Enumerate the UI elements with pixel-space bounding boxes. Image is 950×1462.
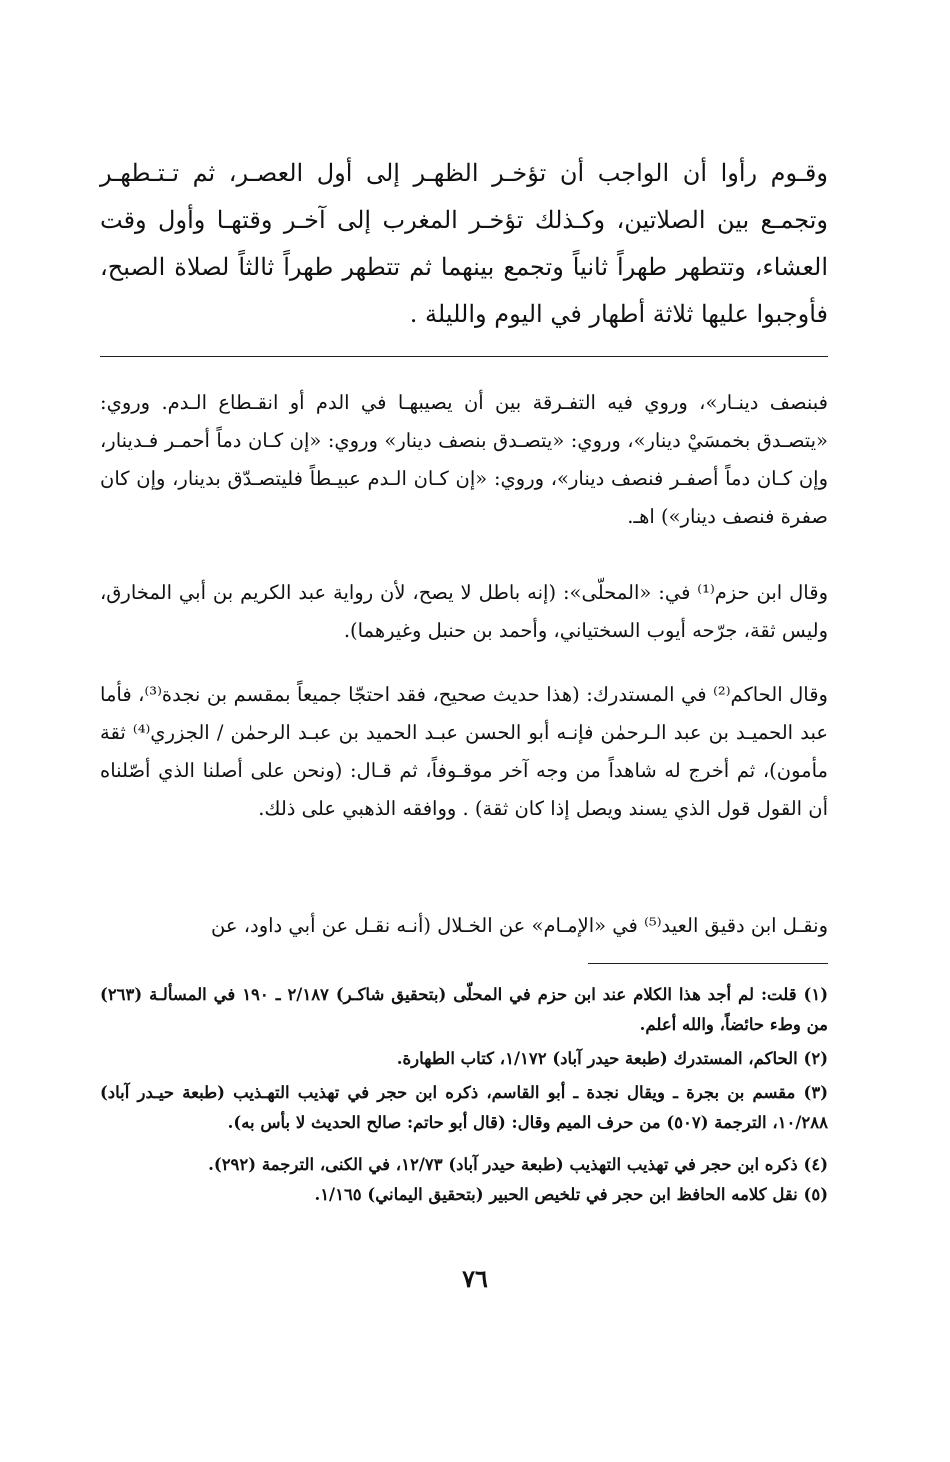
footnote-separator-line bbox=[588, 963, 828, 964]
main-text-paragraph: وقـوم رأوا أن الواجب أن تؤخـر الظهـر إلى أول العصـر، ثم تـتـطهـر وتجمـع بين الصلاتين، وكـذلك تؤخـر المغرب إلى آخـر وقتهـا وأول وقت العشاء، وتتطهر طهراً ثانياً وتجمع بينهما ثم تتطهر طهراً ثالثاً لصلاة الصبح، فأوجبوا عليها ثلاثة أطهار في اليوم والليلة . bbox=[100, 159, 828, 328]
footnote-5: (٥) نقل كلامه الحافظ ابن حجر في تلخيص الحبير (بتحقيق اليماني) ١/١٦٥. bbox=[314, 1185, 828, 1204]
note-paragraph-4: ونقـل ابن دقيق العيد⁽⁵⁾ في «الإمـام» عن الخـلال (أنـه نقـل عن أبي داود، عن bbox=[211, 914, 828, 937]
footnote-1: (١) قلت: لم أجد هذا الكلام عند ابن حزم في المحلّى (بتحقيق شاكـر) ٢/١٨٧ ـ ١٩٠ في المسألـة (٢٦٣) من وطء حائضاً، والله أعلم. bbox=[100, 985, 828, 1034]
main-separator-line bbox=[100, 356, 828, 357]
footnote-3: (٣) مقسم بن بجرة ـ ويقال نجدة ـ أبو القاسم، ذكره ابن حجر في تهذيب التهـذيب (طبعة حيـدر آباد) ١٠/٢٨٨، الترجمة (٥٠٧) من حرف الميم وقال: (قال أبو حاتم: صالح الحديث لا بأس به). bbox=[100, 1083, 828, 1132]
footnote-2: (٢) الحاكم، المستدرك (طبعة حيدر آباد) ١/١٧٢، كتاب الطهارة. bbox=[396, 1049, 828, 1068]
page-number: ٧٦ bbox=[462, 1264, 488, 1293]
footnote-4: (٤) ذكره ابن حجر في تهذيب التهذيب (طبعة حيدر آباد) ١٢/٧٣، في الكنى، الترجمة (٢٩٢). bbox=[208, 1155, 828, 1174]
note-paragraph-2: وقال ابن حزم⁽¹⁾ في: «المحلّى»: (إنه باطل لا يصح، لأن رواية عبد الكريم بن أبي المخارق، وليس ثقة، جرّحه أيوب السختياني، وأحمد بن حنبل وغيرهما). bbox=[100, 581, 828, 642]
note-paragraph-3: وقال الحاكم⁽²⁾ في المستدرك: (هذا حديث صحيح، فقد احتجّا جميعاً بمقسم بن نجدة⁽³⁾، فأما عبد الحميـد بن عبد الـرحمٰن فإنـه أبو الحسن عبـد الحميد بن عبـد الرحمٰن / الجزري⁽⁴⁾ ثقة مأمون)، ثم أخرج له شاهداً من وجه آخر موقـوفاً، ثم قـال: (ونحن على أصلنا الذي أصّلناه أن القول قول الذي يسند ويصل إذا كان ثقة) . ووافقه الذهبي على ذلك. bbox=[100, 683, 828, 820]
note-paragraph-1: فبنصف دينـار»، وروي فيه التفـرقة بين أن يصيبهـا في الدم أو انقـطاع الـدم. وروي: «يتصـدق بخمسَيْ دينار»، وروي: «يتصـدق بنصف دينار» وروي: «إن كـان دماً أحمـر فـدينار، وإن كـان دماً أصفـر فنصف دينار»، وروي: «إن كـان الـدم عبيـطاً فليتصـدّق بدينار، وإن كان صفرة فنصف دينار») اهـ. bbox=[100, 391, 828, 528]
